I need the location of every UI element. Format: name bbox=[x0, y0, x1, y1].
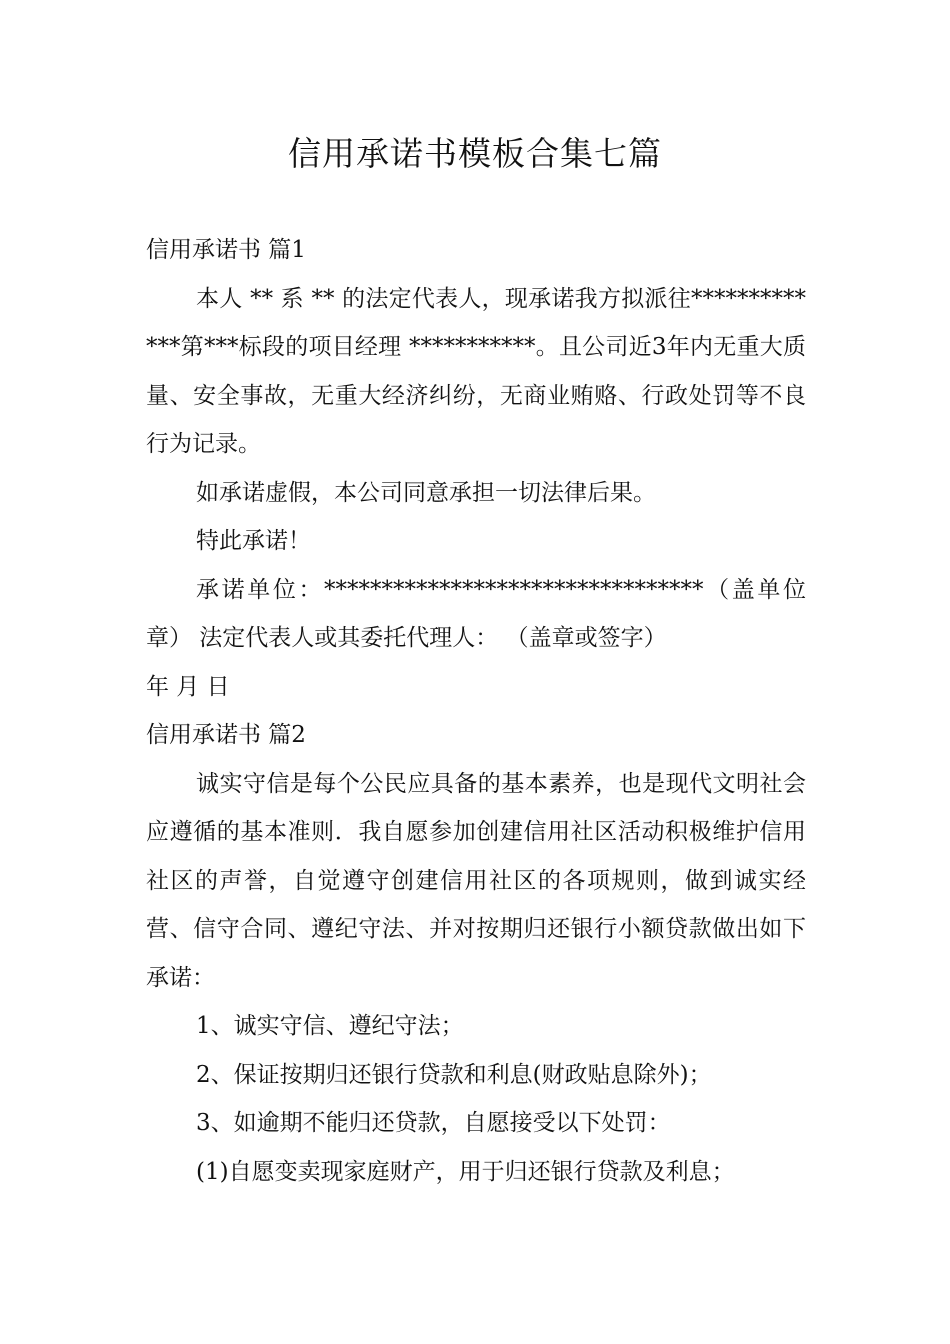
section-1-paragraph-1: 本人 ** 系 ** 的法定代表人，现承诺我方拟派往*************第***标段的项目经理 ***********。且公司近3年内无重大质量、安全事故，无重大经济纠纷，无商业贿赂、行政处罚等不良行为记录。 bbox=[146, 285, 806, 457]
section-2-paragraph-1: 诚实守信是每个公民应具备的基本素养，也是现代文明社会应遵循的基本准则．我自愿参加创建信用社区活动积极维护信用社区的声誉，自觉遵守创建信用社区的各项规则，做到诚实经营、信守合同、遵纪守法、并对按期归还银行小额贷款做出如下承诺： bbox=[146, 770, 806, 991]
section-1-date-line: 年 月 日 bbox=[146, 673, 230, 700]
document-title: 信用承诺书模板合集七篇 bbox=[288, 134, 662, 173]
section-2-item-1: 1、诚实守信、遵纪守法； bbox=[196, 1013, 464, 1039]
section-1-paragraph-4: 承诺单位：*********************************（盖单位章） 法定代表人或其委托代理人： （盖章或签字） bbox=[146, 576, 806, 651]
section-heading-2: 信用承诺书 篇2 bbox=[146, 722, 306, 748]
section-2-item-2: 2、保证按期归还银行贷款和利息(财政贴息除外)； bbox=[196, 1061, 712, 1088]
section-2-subitem-1: (1)自愿变卖现家庭财产，用于归还银行贷款及利息； bbox=[196, 1158, 735, 1185]
section-heading-1: 信用承诺书 篇1 bbox=[146, 237, 306, 263]
document-body bbox=[146, 226, 806, 1196]
section-1-paragraph-2: 如承诺虚假，本公司同意承担一切法律后果。 bbox=[196, 479, 656, 506]
section-2-item-3: 3、如逾期不能归还贷款，自愿接受以下处罚： bbox=[196, 1110, 671, 1136]
section-1-paragraph-3: 特此承诺！ bbox=[196, 528, 311, 554]
